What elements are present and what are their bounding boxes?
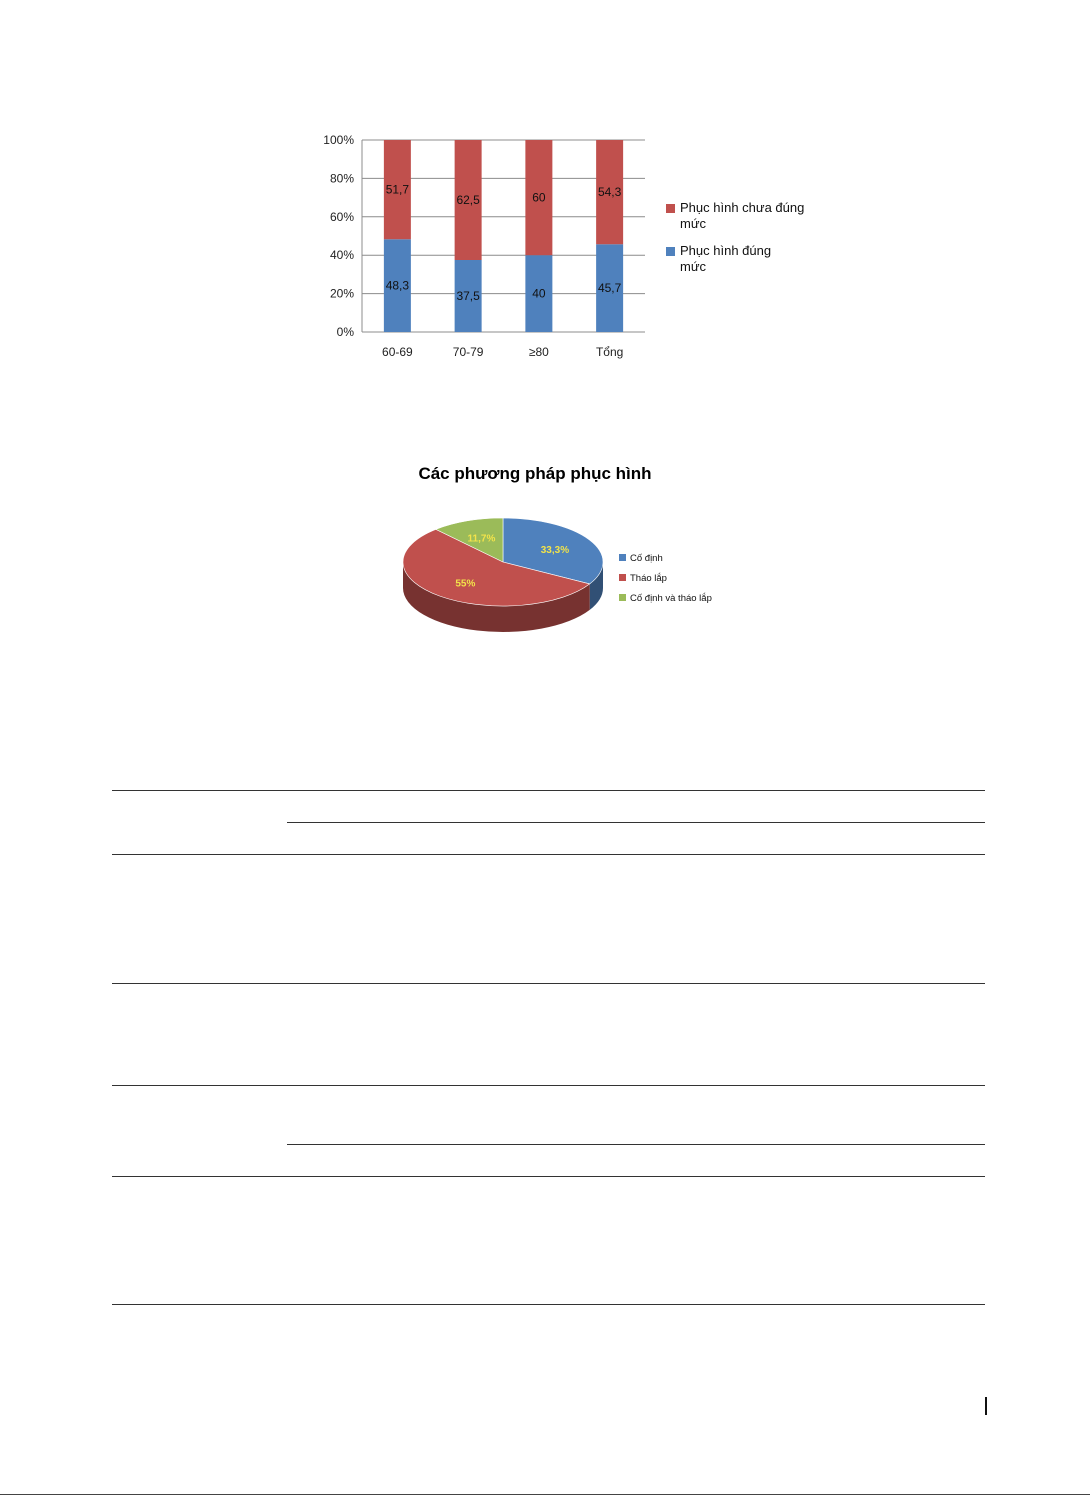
table-rule — [112, 983, 985, 984]
pie-data-label: 55% — [455, 578, 476, 590]
legend-label: Phục hình chưa đúng mức — [680, 200, 805, 231]
bar-data-label: 45,7 — [597, 281, 622, 296]
pie-chart — [380, 455, 740, 655]
stacked-bar-chart — [300, 120, 820, 380]
pie-data-label: 33,3% — [540, 544, 570, 556]
table-rule-top — [112, 790, 985, 791]
table-rule — [112, 1085, 985, 1086]
legend-swatch — [619, 554, 626, 561]
legend-swatch — [619, 594, 626, 601]
bar-data-label: 60 — [532, 190, 546, 205]
page-marker — [985, 1397, 987, 1415]
bar-data-label: 54,3 — [597, 185, 622, 200]
table-rule-sub — [287, 1144, 985, 1145]
bar-data-label: 40 — [532, 286, 546, 301]
table-rule-sub — [287, 822, 985, 823]
y-tick-label: 60% — [329, 209, 354, 224]
y-tick-label: 100% — [323, 133, 354, 147]
table-rule-bottom — [112, 1304, 985, 1305]
pie-data-label: 11,7% — [467, 533, 496, 545]
bar-data-label: 37,5 — [456, 289, 480, 303]
bar-data-label: 62,5 — [456, 193, 480, 207]
table-rule — [112, 1176, 985, 1177]
y-tick-label: 0% — [336, 325, 354, 339]
x-tick-label: 60-69 — [382, 345, 413, 359]
x-tick-label: ≥80 — [528, 345, 549, 359]
y-tick-label: 80% — [329, 171, 354, 186]
legend-swatch — [666, 247, 675, 256]
table-rule — [112, 854, 985, 855]
pie-chart-title: Các phương pháp phục hình — [418, 464, 652, 483]
x-tick-label: 70-79 — [452, 345, 484, 359]
legend-label: Tháo lắp — [630, 573, 667, 584]
x-tick-label: Tổng — [595, 345, 624, 359]
y-tick-label: 20% — [329, 286, 354, 301]
legend-swatch — [619, 574, 626, 581]
legend-label: Cố định — [630, 553, 663, 564]
legend-label: Phục hình đúng mức — [680, 243, 772, 274]
bar-data-label: 48,3 — [385, 278, 410, 293]
legend-label: Cố định và tháo lắp — [630, 593, 712, 604]
y-tick-label: 40% — [329, 248, 354, 263]
bar-data-label: 51,7 — [385, 182, 410, 197]
page-bottom-rule — [0, 1494, 1090, 1495]
legend-swatch — [666, 204, 675, 213]
